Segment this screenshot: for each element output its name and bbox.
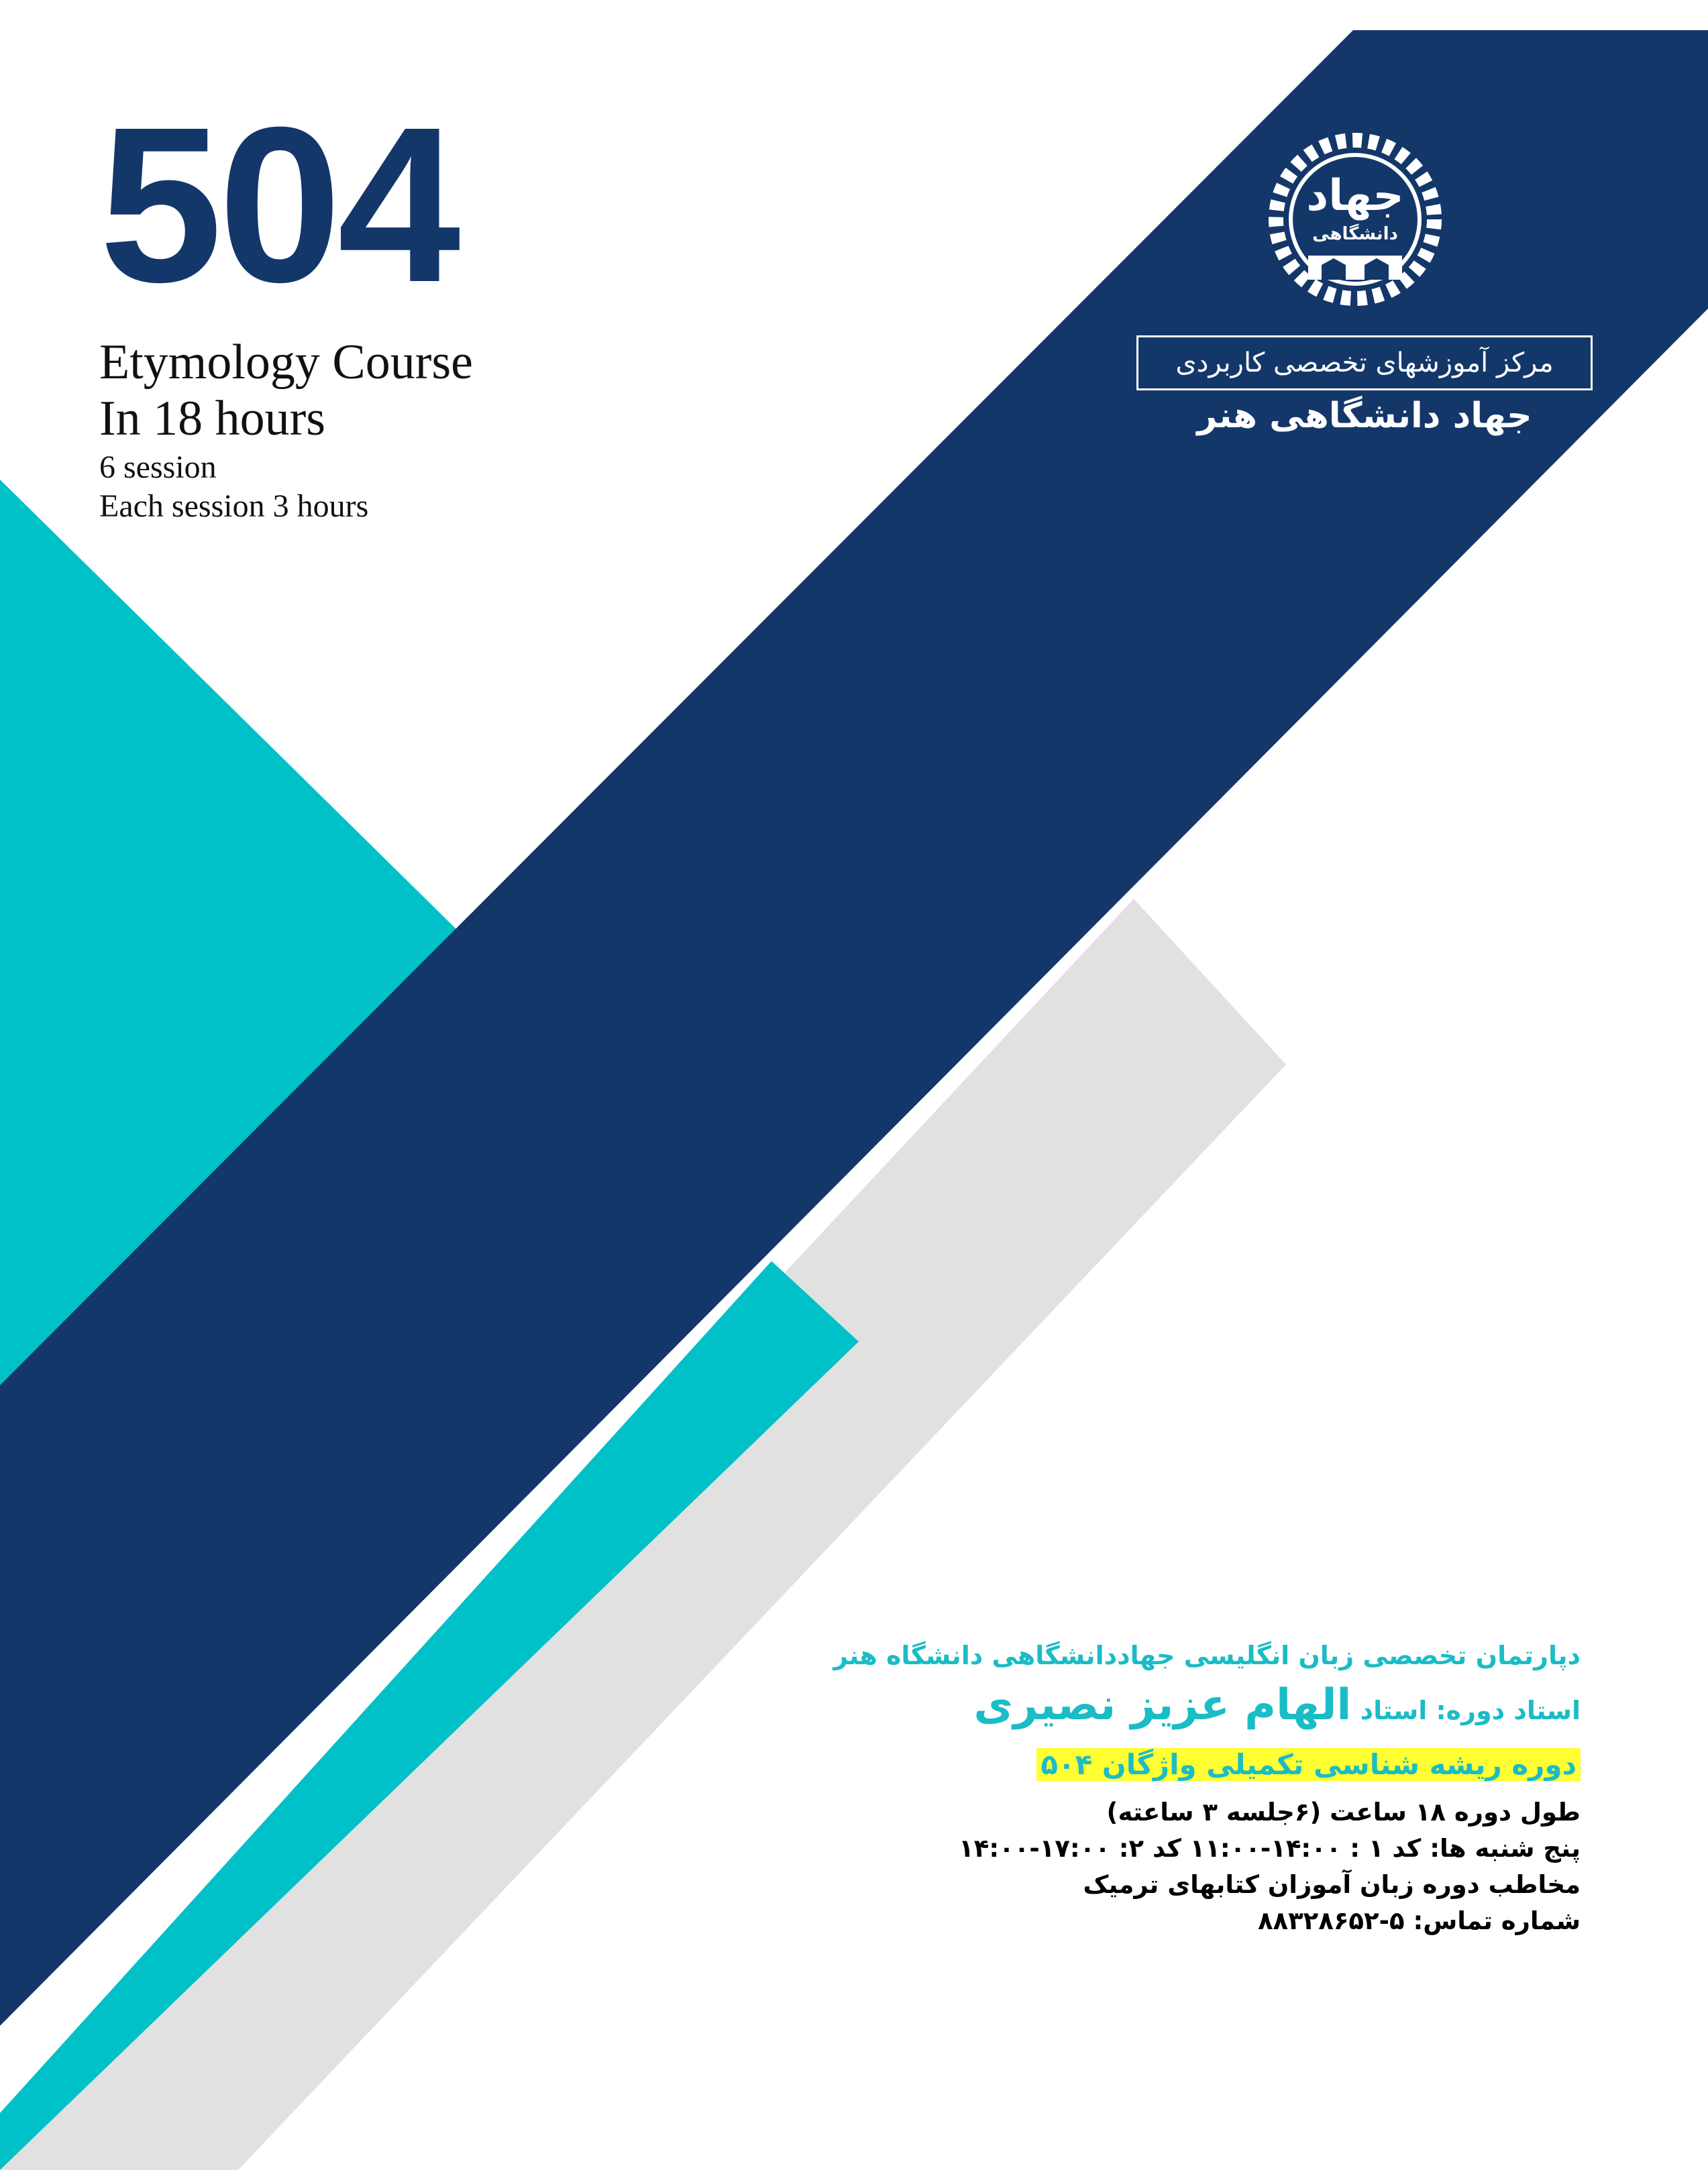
teacher-name: الهام عزیز نصیری bbox=[973, 1680, 1352, 1730]
course-title bbox=[99, 334, 473, 447]
duration-line: طول دوره ۱۸ ساعت (۶جلسه ۳ ساعته) bbox=[1106, 1798, 1581, 1827]
course-title-line1: Etymology Course bbox=[99, 335, 474, 390]
org-name: جهاد دانشگاهی هنر bbox=[1197, 396, 1532, 436]
center-name: مرکز آموزشهای تخصصی کاربردی bbox=[1175, 347, 1554, 378]
emblem-text: جهاد bbox=[1306, 171, 1404, 221]
jahad-emblem-icon bbox=[1260, 124, 1451, 315]
center-name-box bbox=[1136, 335, 1593, 390]
course-number: 504 bbox=[99, 80, 457, 328]
department-line: دپارتمان تخصصی زبان انگلیسی جهاددانشگاهی دانشگاه هنر bbox=[833, 1641, 1581, 1670]
course-name-line bbox=[708, 1741, 1581, 1794]
contact-line: شماره تماس: ۵-۸۸۳۲۸۶۵۲ bbox=[1257, 1906, 1581, 1935]
session-count: 6 session bbox=[99, 449, 217, 485]
course-title-line2: In 18 hours bbox=[99, 391, 326, 446]
schedule-line: پنج شنبه ها: کد ۱ : ۱۴:۰۰-۱۱:۰۰ کد ۲: ۱۷:۰۰-۱۴:۰۰ bbox=[959, 1834, 1581, 1863]
emblem-subtext: دانشگاهی bbox=[1312, 224, 1398, 244]
course-subtitle bbox=[99, 448, 368, 526]
course-name-highlight: دوره ریشه شناسی تکمیلی واژگان ۵۰۴ bbox=[1036, 1748, 1581, 1781]
teacher-line bbox=[708, 1674, 1581, 1741]
teacher-label: استاد دوره: استاد bbox=[1360, 1696, 1581, 1725]
session-length: Each session 3 hours bbox=[99, 488, 369, 524]
course-info bbox=[708, 1637, 1581, 1939]
audience-line: مخاطب دوره زبان آموزان کتابهای ترمیک bbox=[1083, 1870, 1581, 1899]
